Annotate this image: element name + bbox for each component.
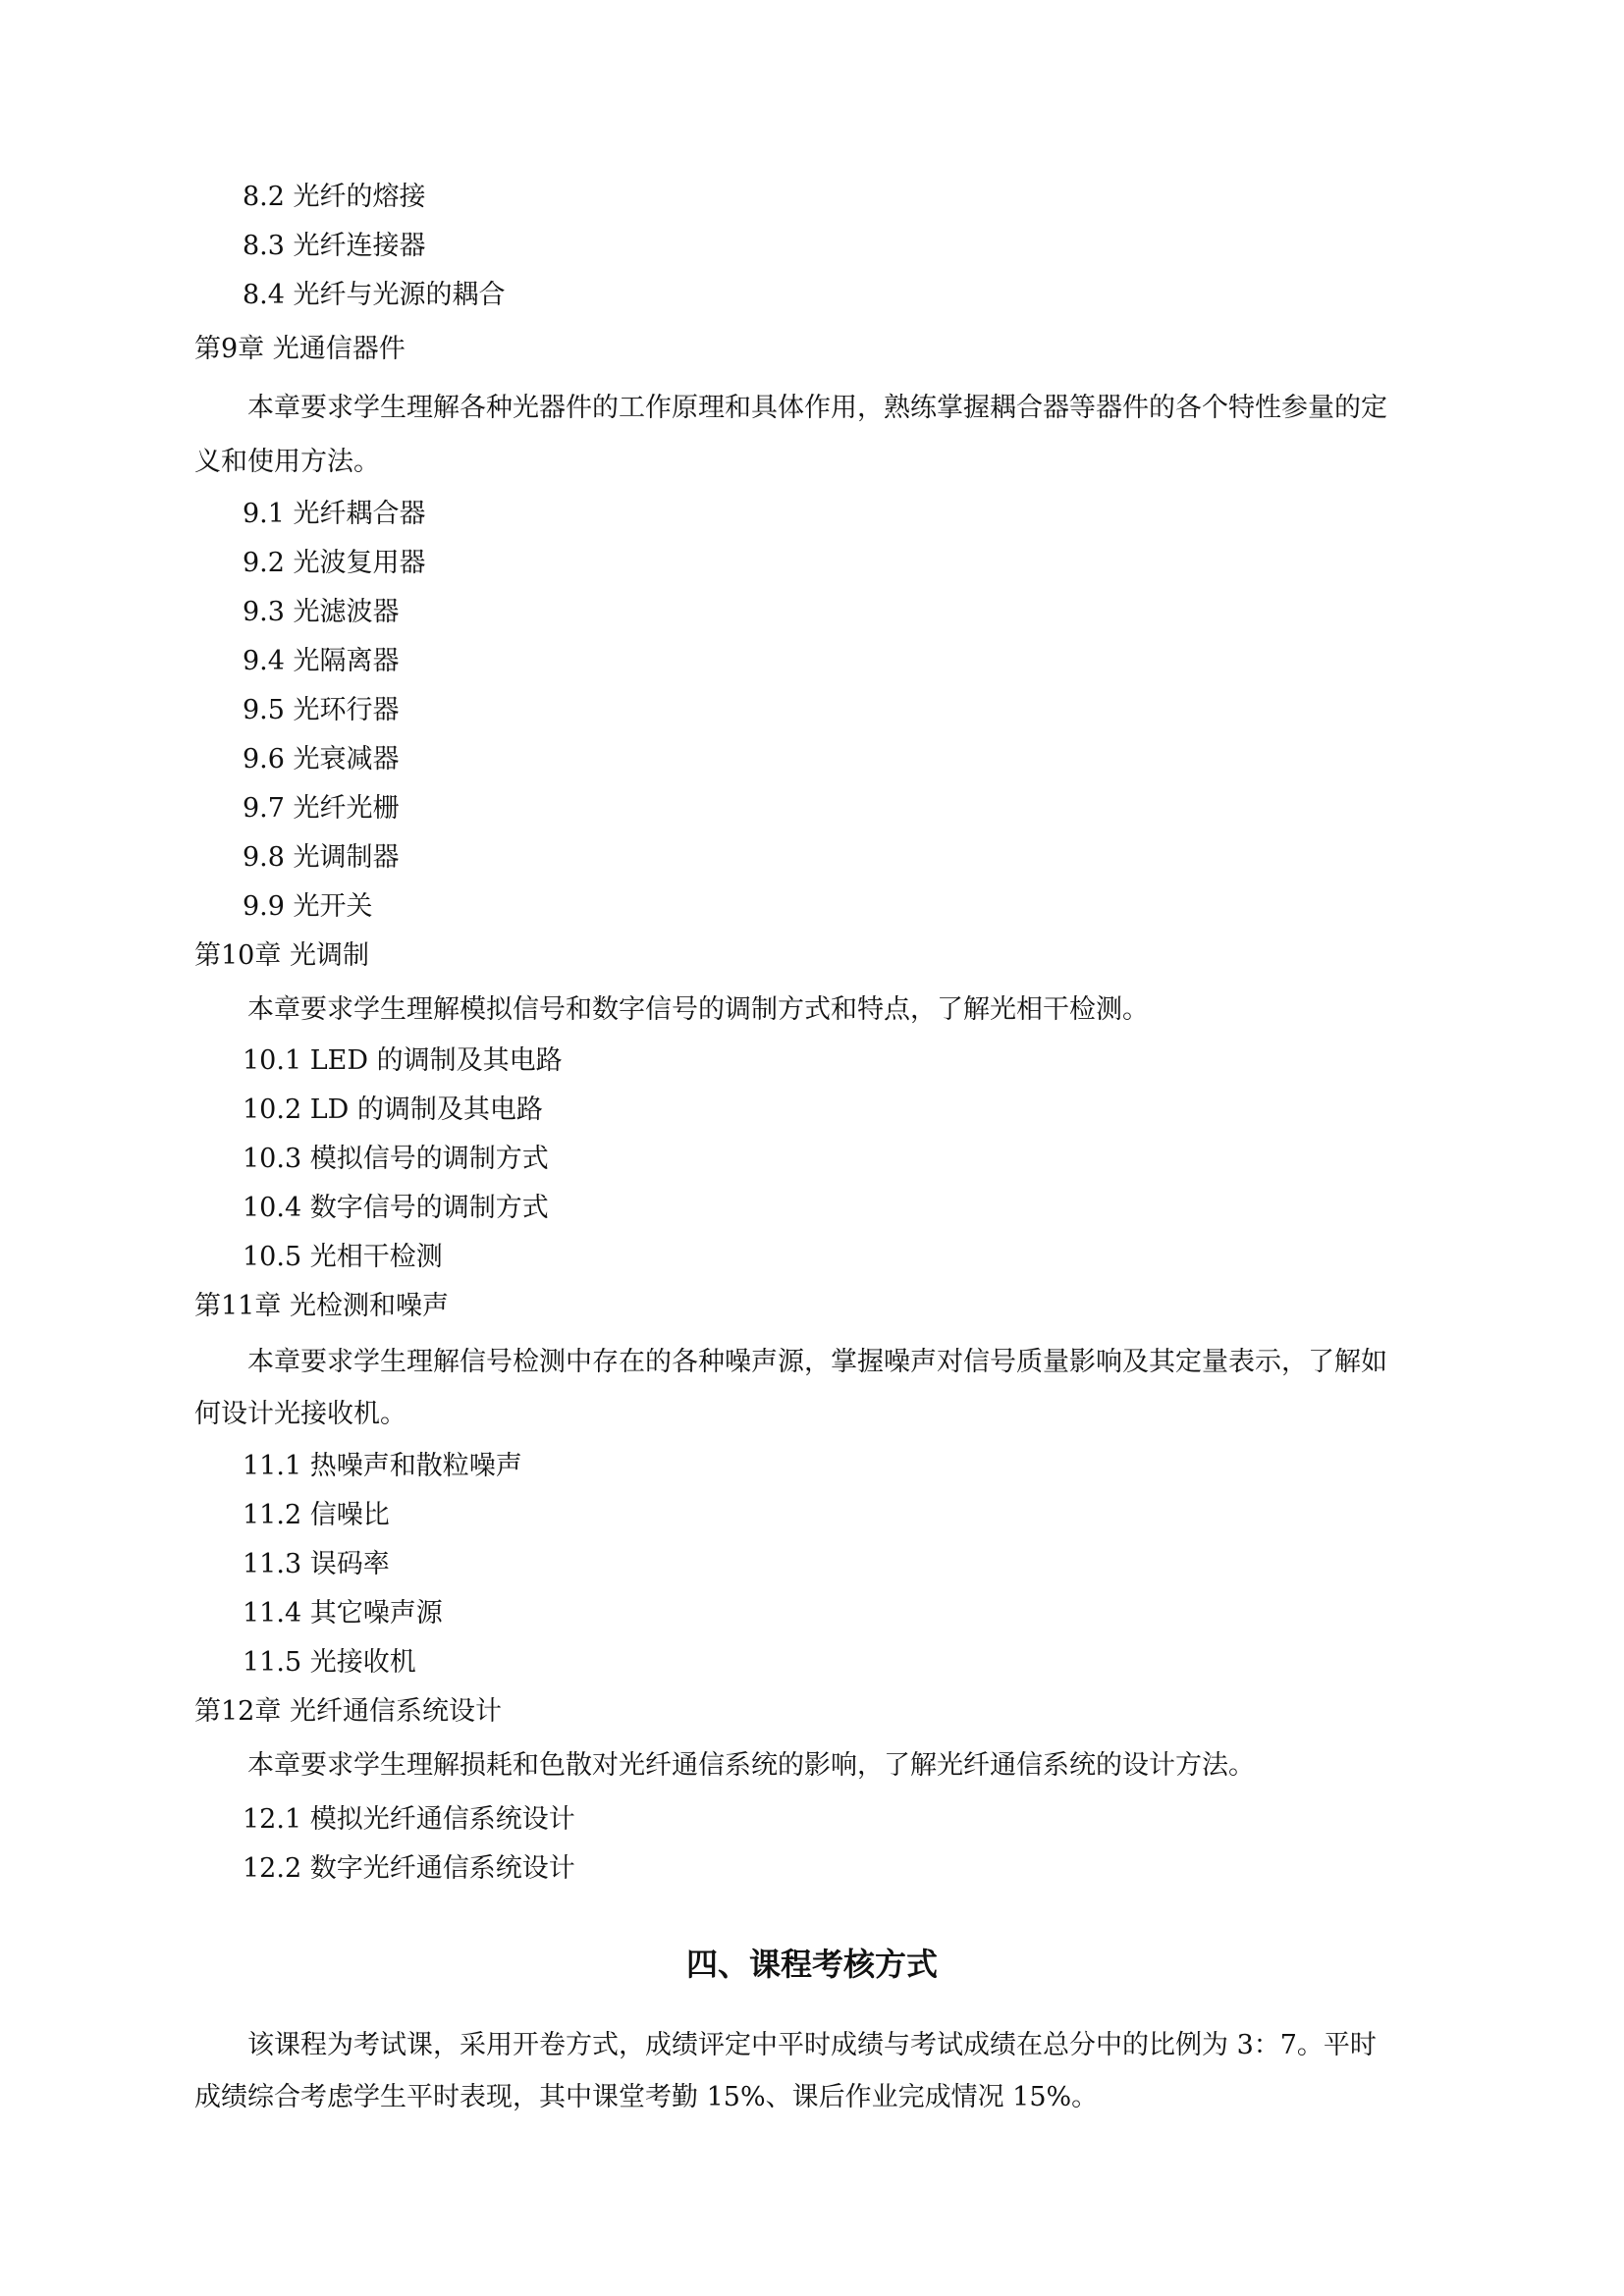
section-10-5: 10.5 光相干检测 (243, 1242, 443, 1272)
chapter-12-intro-line1: 本章要求学生理解损耗和色散对光纤通信系统的影响，了解光纤通信系统的设计方法。 (247, 1750, 1255, 1781)
chapter-9-intro-line1: 本章要求学生理解各种光器件的工作原理和具体作用，熟练掌握耦合器等器件的各个特性参量的定 (247, 393, 1387, 423)
section-10-3: 10.3 模拟信号的调制方式 (243, 1144, 549, 1174)
section-8-4: 8.4 光纤与光源的耦合 (243, 280, 506, 310)
section-11-3: 11.3 误码率 (243, 1549, 390, 1579)
section-11-2: 11.2 信噪比 (243, 1500, 390, 1530)
section-10-4: 10.4 数字信号的调制方式 (243, 1193, 549, 1223)
assessment-heading: 四、课程考核方式 (685, 1946, 938, 1983)
chapter-11-intro-line2: 何设计光接收机。 (194, 1399, 406, 1429)
section-9-1: 9.1 光纤耦合器 (243, 499, 426, 529)
chapter-11-title: 第11章 光检测和噪声 (194, 1291, 449, 1321)
section-9-5: 9.5 光环行器 (243, 695, 400, 725)
section-9-9: 9.9 光开关 (243, 891, 373, 922)
section-8-3: 8.3 光纤连接器 (243, 231, 426, 261)
section-9-7: 9.7 光纤光栅 (243, 793, 400, 824)
section-11-4: 11.4 其它噪声源 (243, 1598, 443, 1629)
section-9-2: 9.2 光波复用器 (243, 548, 426, 578)
assessment-line1: 该课程为考试课，采用开卷方式，成绩评定中平时成绩与考试成绩在总分中的比例为 3：7。平时 (247, 2030, 1377, 2060)
section-12-1: 12.1 模拟光纤通信系统设计 (243, 1804, 575, 1835)
section-9-4: 9.4 光隔离器 (243, 646, 400, 676)
chapter-12-title: 第12章 光纤通信系统设计 (194, 1696, 502, 1727)
chapter-9-title: 第9章 光通信器件 (194, 334, 406, 364)
section-9-8: 9.8 光调制器 (243, 842, 400, 873)
section-11-5: 11.5 光接收机 (243, 1647, 416, 1678)
section-8-2: 8.2 光纤的熔接 (243, 182, 426, 212)
section-11-1: 11.1 热噪声和散粒噪声 (243, 1451, 522, 1481)
chapter-10-intro-line1: 本章要求学生理解模拟信号和数字信号的调制方式和特点，了解光相干检测。 (247, 994, 1149, 1025)
chapter-10-title: 第10章 光调制 (194, 940, 369, 971)
chapter-11-intro-line1: 本章要求学生理解信号检测中存在的各种噪声源，掌握噪声对信号质量影响及其定量表示，了解如 (247, 1347, 1387, 1377)
assessment-line2: 成绩综合考虑学生平时表现，其中课堂考勤 15%、课后作业完成情况 15%。 (194, 2082, 1099, 2112)
section-9-3: 9.3 光滤波器 (243, 597, 400, 627)
section-10-2: 10.2 LD 的调制及其电路 (243, 1095, 543, 1125)
section-10-1: 10.1 LED 的调制及其电路 (243, 1045, 563, 1076)
section-12-2: 12.2 数字光纤通信系统设计 (243, 1853, 575, 1884)
section-9-6: 9.6 光衰减器 (243, 744, 400, 774)
chapter-9-intro-line2: 义和使用方法。 (194, 447, 380, 477)
